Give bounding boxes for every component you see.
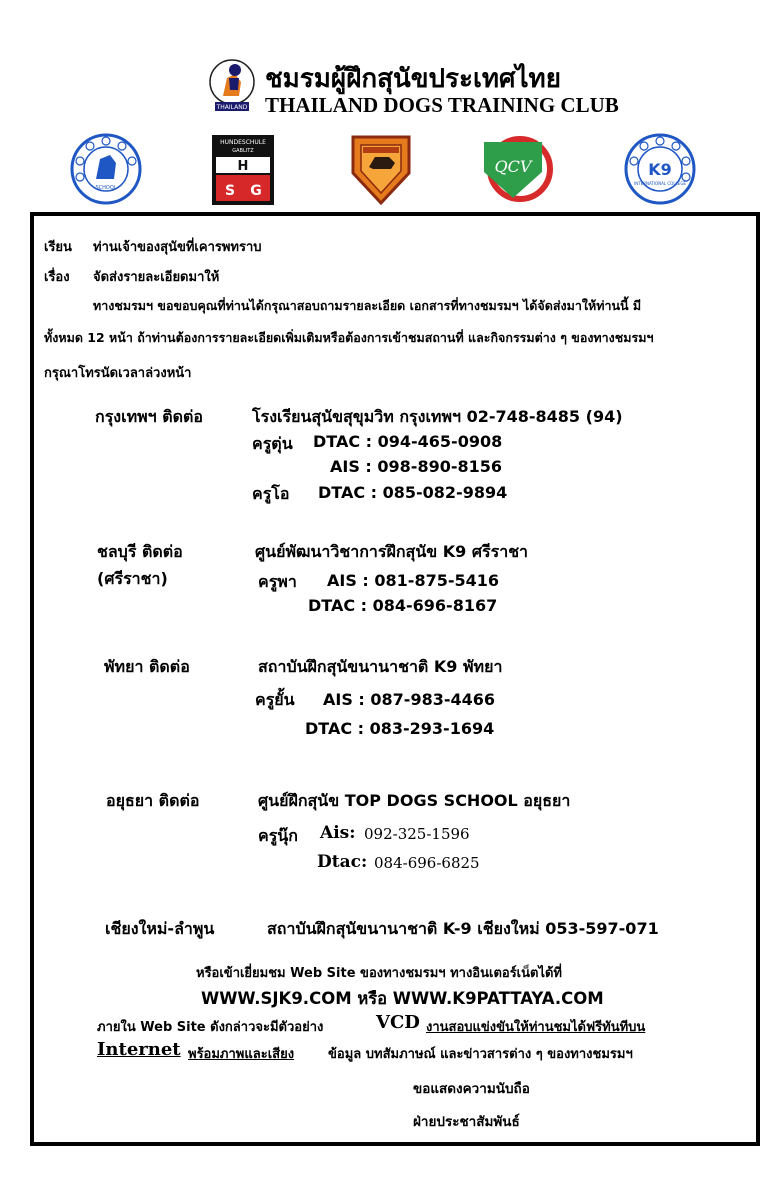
k9-college-logo <box>624 133 696 205</box>
bangkok-region: กรุงเทพฯ ติดต่อ <box>95 407 203 426</box>
bangkok-school: โรงเรียนสุนัขสุขุมวิท กรุงเทพฯ 02-748-8485 (94) <box>252 407 623 426</box>
chonburi-ais: AIS : 081-875-5416 <box>327 571 500 590</box>
club-logo <box>205 56 259 116</box>
chonburi-region-sub: (ศรีราชา) <box>97 569 168 588</box>
logo-label: THAILAND <box>216 104 248 111</box>
svg-text:S: S <box>224 183 236 199</box>
college-label: INTERNATIONAL COLLEGE <box>634 181 686 186</box>
hsg-logo <box>212 135 274 205</box>
ayutthaya-teacher: ครูนุ๊ก <box>258 826 298 845</box>
web-line-1: หรือเข้าเยี่ยมชม Web Site ของทางชมรมฯ ทางอินเตอร์เน็ตได้ที่ <box>196 966 562 981</box>
pattaya-dtac: DTAC : 083-293-1694 <box>305 719 495 738</box>
intro-line-2: ทั้งหมด 12 หน้า ถ้าท่านต้องการรายละเอียดเพิ่มเติมหรือต้องการเข้าชมสถานที่ และกิจกรรมต่าง ๆ ของทางชมรมฯ <box>44 330 654 345</box>
hsg-top-text: HUNDESCHULE <box>220 139 266 146</box>
ayutthaya-ais-label: Ais: <box>320 823 356 843</box>
k9-school-logo <box>70 133 142 205</box>
chonburi-dtac: DTAC : 084-696-8167 <box>308 596 498 615</box>
pattaya-teacher: ครูยั้น <box>255 690 295 709</box>
to-label: เรียน <box>44 240 72 255</box>
chiangmai-school: สถาบันฝึกสุนัขนานาชาติ K-9 เชียงใหม่ 053-597-071 <box>267 919 659 938</box>
bangkok-teacher-1-dtac: DTAC : 094-465-0908 <box>313 432 503 451</box>
pattaya-ais: AIS : 087-983-4466 <box>323 690 496 709</box>
svg-text:G: G <box>250 183 262 199</box>
ayutthaya-region: อยุธยา ติดต่อ <box>106 791 200 810</box>
web-line-3-vcd: VCD <box>376 1012 420 1033</box>
page-title: ชมรมผู้ฝึกสุนัขประเทศไทย <box>265 64 561 94</box>
qcv-logo <box>480 136 558 202</box>
association-badge-logo <box>349 133 413 205</box>
intro-line-1: ทางชมรมฯ ขอขอบคุณที่ท่านได้กรุณาสอบถามรายละเอียด เอกสารที่ทางชมรมฯ ได้จัดส่งมาให้ท่านนี้ มี <box>93 298 642 313</box>
pattaya-region: พัทยา ติดต่อ <box>104 657 190 676</box>
intro-line-3: กรุณาโทรนัดเวลาล่วงหน้า <box>44 366 192 381</box>
web-line-4-internet: Internet <box>97 1039 181 1060</box>
ayutthaya-school: ศูนย์ฝึกสุนัข TOP DOGS SCHOOL อยุธยา <box>258 791 571 810</box>
chonburi-teacher: ครูพา <box>258 572 297 591</box>
web-line-3a: ภายใน Web Site ดังกล่าวจะมีตัวอย่าง <box>97 1020 324 1035</box>
bangkok-teacher-1: ครูตุ่น <box>252 434 293 453</box>
k9-label: K9 <box>648 160 672 179</box>
svg-text:SCHOOL: SCHOOL <box>95 185 117 191</box>
bangkok-teacher-2: ครูโอ <box>252 484 290 503</box>
web-line-3c: งานสอบแข่งขันให้ท่านชมได้ฟรีทันทีบน <box>426 1020 646 1035</box>
subject-label: เรื่อง <box>44 270 70 285</box>
ayutthaya-dtac-label: Dtac: <box>317 852 368 872</box>
web-line-4c: ข้อมูล บทสัมภาษณ์ และข่าวสารต่าง ๆ ของทางชมรมฯ <box>328 1047 633 1062</box>
chonburi-region: ชลบุรี ติดต่อ <box>97 542 183 561</box>
web-urls[interactable]: WWW.SJK9.COM หรือ WWW.K9PATTAYA.COM <box>201 989 604 1008</box>
web-line-4b: พร้อมภาพและเสียง <box>188 1047 295 1062</box>
bangkok-teacher-2-dtac: DTAC : 085-082-9894 <box>318 483 508 502</box>
pattaya-school: สถาบันฝึกสุนัขนานาชาติ K9 พัทยา <box>258 657 503 676</box>
closing-text: ขอแสดงความนับถือ <box>413 1081 530 1097</box>
chiangmai-region: เชียงใหม่-ลำพูน <box>105 919 215 938</box>
chonburi-school: ศูนย์พัฒนาวิชาการฝึกสุนัข K9 ศรีราชา <box>255 542 529 561</box>
svg-text:H: H <box>237 159 249 174</box>
bangkok-teacher-1-ais: AIS : 098-890-8156 <box>330 457 503 476</box>
hsg-mid-text: GABLITZ <box>232 148 254 154</box>
signature-text: ฝ่ายประชาสัมพันธ์ <box>413 1114 520 1130</box>
svg-text:QCV: QCV <box>494 157 532 176</box>
subject-value: จัดส่งรายละเอียดมาให้ <box>93 270 220 285</box>
to-value: ท่านเจ้าของสุนัขที่เคารพทราบ <box>93 240 262 255</box>
ayutthaya-ais-number: 092-325-1596 <box>364 825 470 843</box>
ayutthaya-dtac-number: 084-696-6825 <box>374 854 480 872</box>
page-subtitle: THAILAND DOGS TRAINING CLUB <box>265 93 619 117</box>
